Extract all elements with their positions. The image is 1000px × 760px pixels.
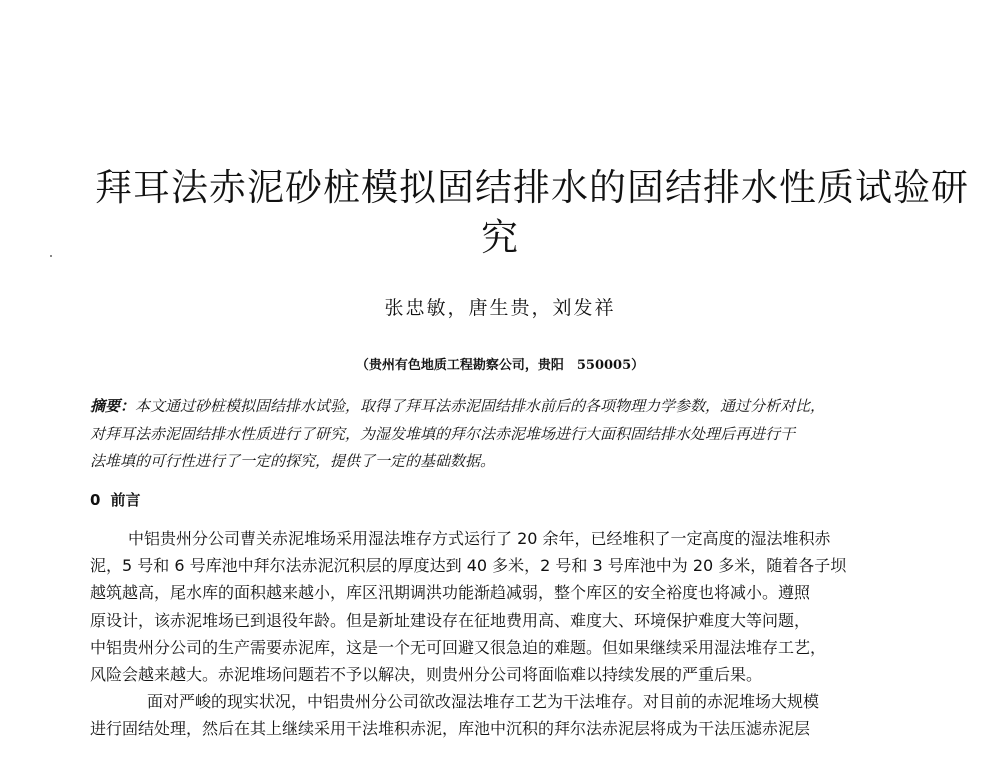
author-list: 张忠敏，唐生贵，刘发祥 (384, 297, 616, 319)
body-text (90, 525, 905, 743)
body-line: 面对严峻的现实状况，中铝贵州分公司欲改湿法堆存工艺为干法堆存。对目前的赤泥堆场大规模 (147, 692, 820, 712)
body-line: 进行固结处理，然后在其上继续采用干法堆积赤泥，库池中沉积的拜尔法赤泥层将成为干法压滤赤泥层 (90, 719, 811, 739)
title-line-2: 究 (481, 216, 519, 259)
body-line: 越筑越高，尾水库的面积越来越小，库区汛期调洪功能渐趋减弱，整个库区的安全裕度也将减小。遵照 (90, 583, 811, 603)
body-line: 泥，5 号和 6 号库池中拜尔法赤泥沉积层的厚度达到 40 多米，2 号和 3 号库池中为 20 多米，随着各子坝 (90, 556, 847, 576)
scan-speck (50, 255, 52, 257)
body-line: 中铝贵州分公司的生产需要赤泥库，这是一个无可回避又很急迫的难题。但如果继续采用湿法堆存工艺， (90, 637, 827, 657)
body-line: 中铝贵州分公司曹关赤泥堆场采用湿法堆存方式运行了 20 余年，已经堆积了一定高度的湿法堆积赤 (128, 529, 831, 548)
section-title: 前言 (110, 491, 141, 509)
abstract-line-1 (90, 393, 905, 421)
title-line-1: 拜耳法赤泥砂桩模拟固结排水的固结排水性质试验研 (95, 166, 969, 209)
paper-title (95, 163, 969, 263)
abstract (90, 393, 905, 476)
abstract-line-3: 法堆填的可行性进行了一定的探究，提供了一定的基础数据。 (90, 452, 496, 470)
section-heading (90, 489, 140, 510)
body-line: 原设计，该赤泥堆场已到退役年龄。但是新址建设存在征地费用高、难度大、环境保护难度大等问题， (90, 610, 811, 630)
body-line: 风险会越来越大。赤泥堆场问题若不予以解决，则贵州分公司将面临难以持续发展的严重后果。 (90, 665, 763, 685)
abstract-label: 摘要： (90, 397, 136, 415)
abstract-line-2: 对拜耳法赤泥固结排水性质进行了研究，为湿发堆填的拜尔法赤泥堆场进行大面积固结排水处理后再进行干 (90, 424, 796, 443)
section-number: 0 (90, 491, 101, 509)
affiliation: （贵州有色地质工程勘察公司，贵阳 550005） (355, 358, 645, 373)
abstract-text-1: 本文通过砂桩模拟固结排水试验，取得了拜耳法赤泥固结排水前后的各项物理力学参数，通过分析对比， (135, 397, 826, 415)
